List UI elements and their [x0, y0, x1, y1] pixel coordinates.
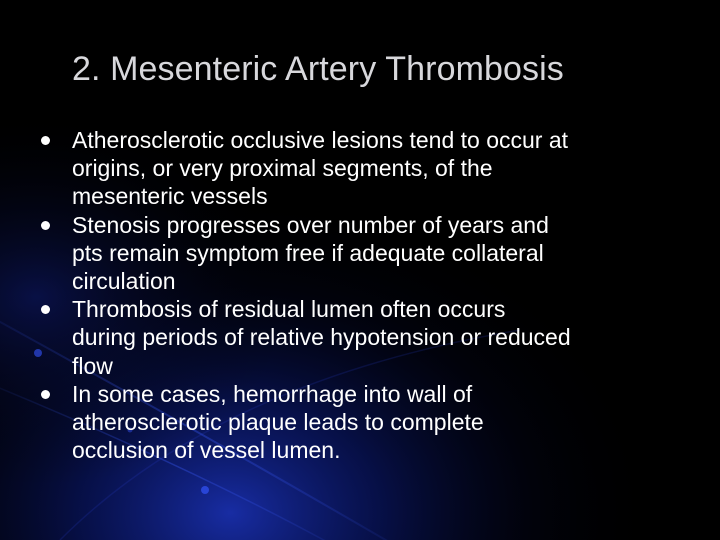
- bullet-item: [40, 126, 680, 211]
- bullet-text: In some cases, hemorrhage into wall of atherosclerotic plaque leads to complete occlusion of vessel lumen.: [72, 380, 484, 464]
- bullet-text: Atherosclerotic occlusive lesions tend to occur at origins, or very proximal segments, of the mesenteric vessels: [72, 127, 569, 210]
- bullet-text: Stenosis progresses over number of years and pts remain symptom free if adequate collateral circulation: [72, 211, 549, 295]
- bullet-item: [40, 380, 680, 465]
- bullet-item: [40, 295, 680, 380]
- bullet-icon: [41, 221, 50, 230]
- bullet-icon: [41, 305, 50, 314]
- slide-title: 2. Mesenteric Artery Thrombosis: [72, 50, 564, 88]
- decorative-dot: [201, 486, 209, 494]
- bullet-list: [40, 126, 680, 464]
- bullet-icon: [41, 390, 50, 399]
- bullet-icon: [41, 136, 50, 145]
- bullet-text: Thrombosis of residual lumen often occurs during periods of relative hypotension or reduced flow: [72, 296, 571, 379]
- bullet-item: [40, 211, 680, 296]
